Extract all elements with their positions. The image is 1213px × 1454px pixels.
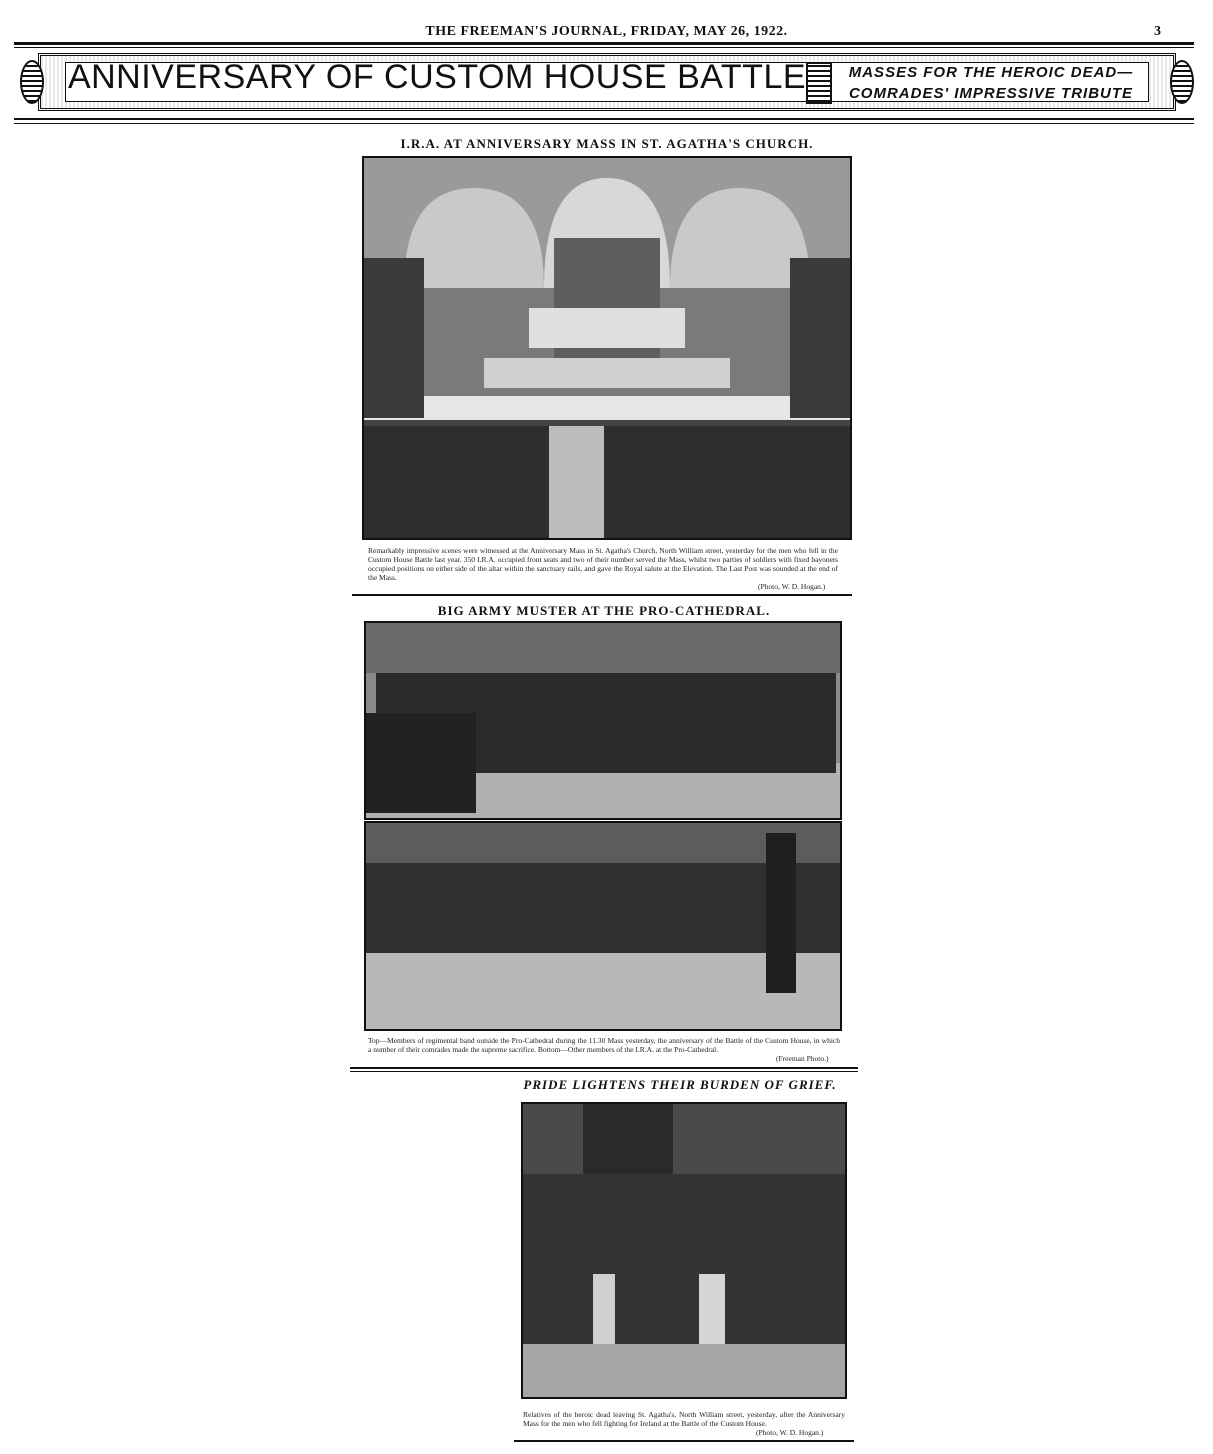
- banner-rule-thin: [14, 123, 1194, 124]
- section-2-caption: Top—Members of regimental band outside the Pro-Cathedral during the 11.30 Mass yesterday, the anniversary of the Battle of the Custom House, in which a number of their comrades made the supreme sacrifice. Bottom—Other members of the I.R.A. at the Pro-Cathedral.: [368, 1036, 840, 1054]
- section-1-caption: Remarkably impressive scenes were witnessed at the Anniversary Mass in St. Agatha's Church, North William street, yesterday for the men who fell in the Custom House Battle last year. 350 I.R.A. occupied front seats and two of their number served the Mass, whilst two parties of soldiers with fixed bayonets occupied positions on either side of the altar within the sanctuary rails, and gave the Royal salute at the Elevation. The Last Post was sounded at the end of the Mass.: [368, 546, 838, 582]
- section-1-heading: I.R.A. AT ANNIVERSARY MASS IN ST. AGATHA'S CHURCH.: [400, 136, 814, 151]
- page-number: 3: [1154, 24, 1161, 39]
- section-3-credit: (Photo, W. D. Hogan.): [756, 1428, 824, 1437]
- masthead-rule-thin: [14, 47, 1194, 48]
- masthead-rule: [14, 42, 1194, 45]
- section-2-credit: (Freeman Photo.): [776, 1054, 829, 1063]
- section-1-rule: [352, 594, 852, 596]
- subheadline-1: MASSES FOR THE HEROIC DEAD—: [848, 64, 1134, 81]
- kneeling-soldiers-photo: [364, 821, 842, 1031]
- band-photo: [364, 621, 842, 820]
- section-3-heading: PRIDE LIGHTENS THEIR BURDEN OF GRIEF.: [523, 1077, 837, 1092]
- headline: ANNIVERSARY OF CUSTOM HOUSE BATTLE: [67, 58, 807, 96]
- section-1-credit: (Photo, W. D. Hogan.): [758, 582, 826, 591]
- section-2-rule-thin: [350, 1071, 858, 1072]
- ornament-left: [20, 60, 44, 104]
- banner-rule: [14, 118, 1194, 120]
- relatives-photo: [521, 1102, 847, 1399]
- section-3-rule: [514, 1440, 854, 1442]
- church-mass-photo: [362, 156, 852, 540]
- subheadline-2: COMRADES' IMPRESSIVE TRIBUTE: [848, 85, 1134, 102]
- section-3-caption: Relatives of the heroic dead leaving St. Agatha's, North William street, yesterday, after the Anniversary Mass for the men who fell fighting for Ireland at the Battle of the Custom House.: [523, 1410, 845, 1428]
- ornament-right: [1170, 60, 1194, 104]
- masthead: THE FREEMAN'S JOURNAL, FRIDAY, MAY 26, 1922.: [425, 24, 788, 39]
- section-2-rule: [350, 1067, 858, 1069]
- section-2-heading: BIG ARMY MUSTER AT THE PRO-CATHEDRAL.: [437, 603, 771, 618]
